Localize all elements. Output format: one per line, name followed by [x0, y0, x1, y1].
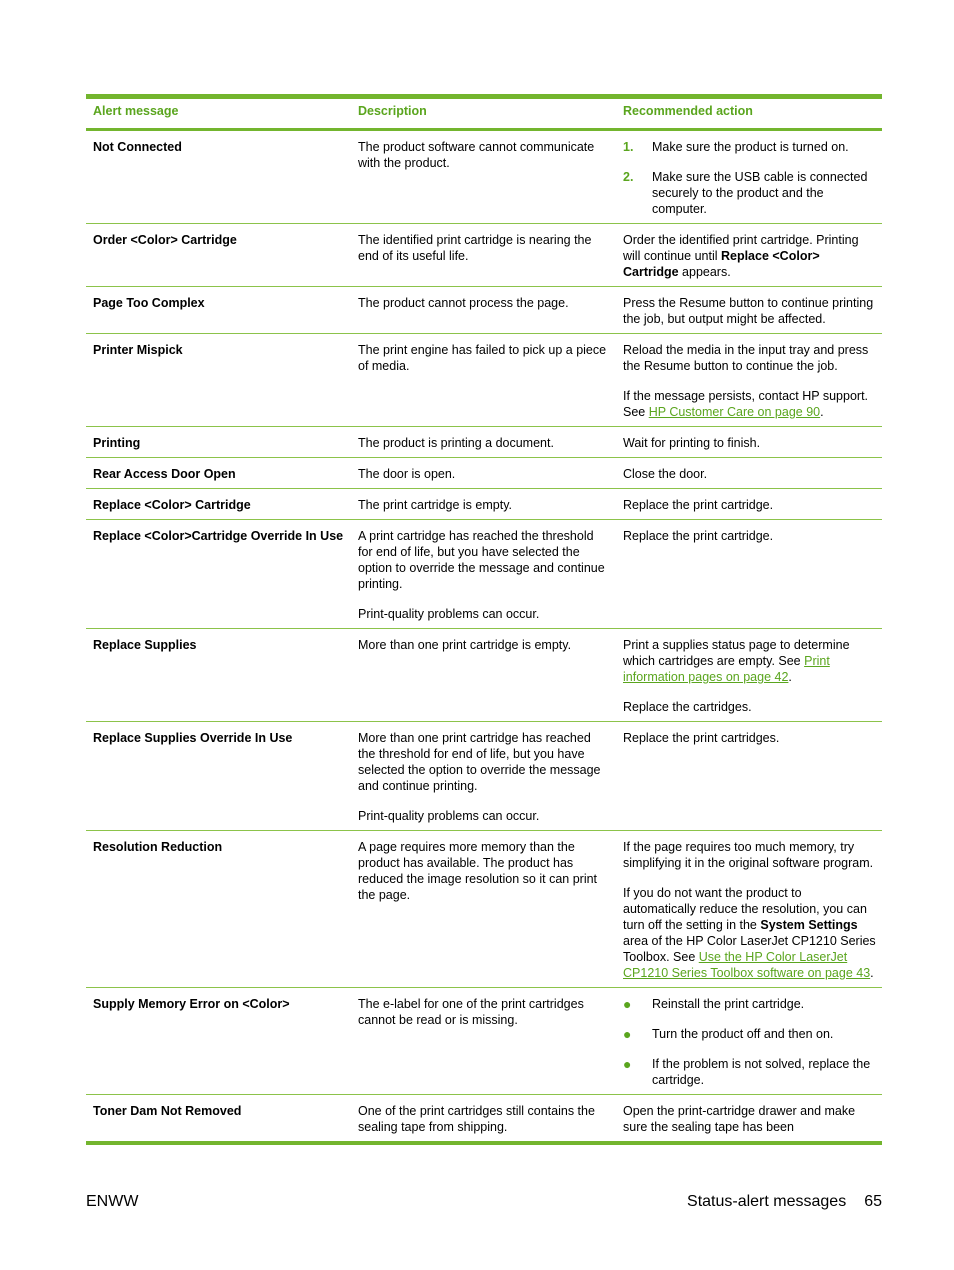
- recommended-action: If the page requires too much memory, try simplifying it in the original software program. If you do not want the product to automatically reduce the resolution, you can turn off the setting in the System Settings area of the HP Color LaserJet CP1210 Series Toolbox. See Use the HP Color LaserJet CP1210 Series Toolbox software on page 43.: [623, 840, 876, 980]
- recommended-action: Print a supplies status page to determine which cartridges are empty. See Print information pages on page 42. Replace the cartridges.: [623, 638, 850, 714]
- table-row: [86, 131, 882, 224]
- table-row: [86, 629, 882, 722]
- description: The identified print cartridge is nearing the end of its useful life.: [358, 233, 592, 263]
- description: One of the print cartridges still contains the sealing tape from shipping.: [358, 1104, 595, 1134]
- recommended-action: Replace the print cartridge.: [623, 498, 774, 512]
- table-row: [86, 520, 882, 629]
- recommended-action: [616, 131, 882, 223]
- table-header: [86, 99, 882, 128]
- table-row: [86, 988, 882, 1095]
- header-alert-message: Alert message: [93, 103, 179, 118]
- footer-page-info: [687, 1193, 882, 1211]
- link-toolbox-software[interactable]: Use the HP Color LaserJet CP1210 Series Toolbox software on page 43: [623, 950, 871, 980]
- description: More than one print cartridge is empty.: [358, 638, 572, 652]
- description: The print cartridge is empty.: [358, 498, 512, 512]
- description: A page requires more memory than the product has available. The product has reduced the image resolution so it can print the page.: [358, 840, 598, 902]
- table-row: [86, 224, 882, 287]
- alert-message: Supply Memory Error on <Color>: [93, 997, 290, 1011]
- list-item: ● Turn the product off and then on.: [623, 1026, 834, 1042]
- recommended-action: Press the Resume button to continue printing the job, but output might be affected.: [623, 296, 874, 326]
- bullet-icon: ●: [623, 996, 632, 1012]
- alert-message: Replace Supplies Override In Use: [93, 731, 293, 745]
- list-item: ● Reinstall the print cartridge.: [623, 996, 805, 1012]
- alert-message: Order <Color> Cartridge: [93, 233, 237, 247]
- table-row: [86, 458, 882, 489]
- description: The door is open.: [358, 467, 456, 481]
- status-alert-table: [86, 94, 882, 1145]
- table-row: [86, 287, 882, 334]
- alert-message: Not Connected: [93, 140, 182, 154]
- recommended-action: [616, 988, 882, 1094]
- description: The product cannot process the page.: [358, 296, 569, 310]
- alert-message: Resolution Reduction: [93, 840, 223, 854]
- list-item: 2. Make sure the USB cable is connected securely to the product and the computer.: [623, 170, 868, 216]
- recommended-action: Order the identified print cartridge. Printing will continue until Replace <Color> Cartridge appears.: [623, 233, 859, 279]
- table-row: [86, 1095, 882, 1141]
- table-bottom-rule: [86, 1141, 882, 1145]
- header-description: Description: [358, 103, 427, 118]
- link-hp-customer-care[interactable]: HP Customer Care on page 90: [648, 405, 821, 419]
- alert-message: Replace <Color>Cartridge Override In Use: [93, 529, 344, 543]
- recommended-action: Replace the print cartridge.: [623, 529, 774, 543]
- bullet-icon: ●: [623, 1056, 632, 1072]
- description: The product software cannot communicate with the product.: [358, 140, 595, 170]
- link-print-information-pages[interactable]: Print information pages on page 42: [623, 654, 830, 684]
- alert-message: Printer Mispick: [93, 343, 183, 357]
- recommended-action: Close the door.: [623, 467, 708, 481]
- alert-message: Page Too Complex: [93, 296, 205, 310]
- table-row: [86, 427, 882, 458]
- recommended-action: Open the print-cartridge drawer and make sure the sealing tape has been: [623, 1104, 856, 1134]
- recommended-action: Wait for printing to finish.: [623, 436, 761, 450]
- table-row: [86, 334, 882, 427]
- description: The print engine has failed to pick up a piece of media.: [358, 343, 607, 373]
- footer-enww: ENWW: [86, 1193, 139, 1210]
- alert-message: Replace <Color> Cartridge: [93, 498, 251, 512]
- description: The product is printing a document.: [358, 436, 554, 450]
- bullet-icon: ●: [623, 1026, 632, 1042]
- alert-message: Toner Dam Not Removed: [93, 1104, 242, 1118]
- recommended-action: Reload the media in the input tray and press the Resume button to continue the job. If the message persists, contact HP support. See HP Customer Care on page 90.: [623, 343, 869, 419]
- recommended-action: Replace the print cartridges.: [623, 731, 780, 745]
- list-item: 1. Make sure the product is turned on.: [623, 140, 849, 154]
- alert-message: Rear Access Door Open: [93, 467, 236, 481]
- alert-message: Printing: [93, 436, 141, 450]
- table-row: [86, 489, 882, 520]
- page-number: 65: [864, 1193, 882, 1210]
- table-row: [86, 831, 882, 988]
- list-item: ● If the problem is not solved, replace the cartridge.: [623, 1056, 871, 1087]
- header-recommended-action: Recommended action: [623, 103, 753, 118]
- footer-section-title: Status-alert messages: [687, 1193, 847, 1210]
- table-row: [86, 722, 882, 831]
- description: The e-label for one of the print cartridges cannot be read or is missing.: [358, 997, 584, 1027]
- alert-message: Replace Supplies: [93, 638, 197, 652]
- description: More than one print cartridge has reached the threshold for end of life, but you have selected the option to override the message and continue printing. Print-quality problems can occur.: [358, 731, 601, 823]
- description: A print cartridge has reached the threshold for end of life, but you have selected the option to override the message and continue printing. Print-quality problems can occur.: [358, 529, 605, 621]
